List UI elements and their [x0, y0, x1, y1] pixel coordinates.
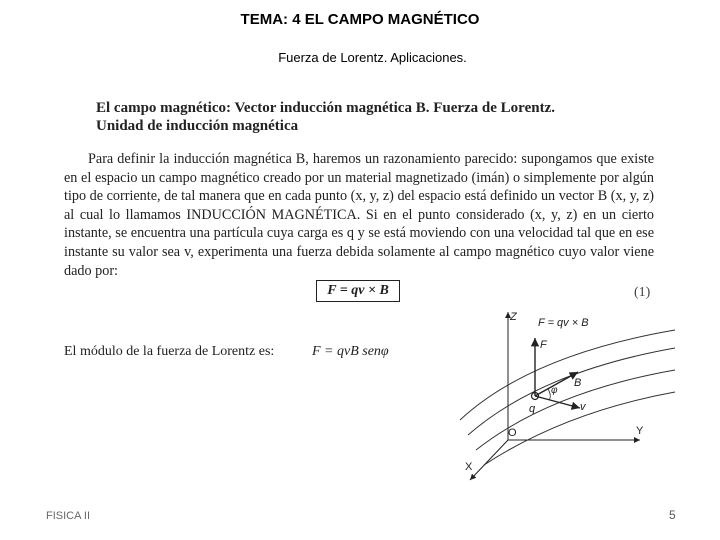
- slide-title: TEMA: 4 EL CAMPO MAGNÉTICO: [240, 11, 480, 28]
- x-axis: [470, 440, 508, 480]
- page-number: 5: [669, 508, 676, 522]
- field-line: [460, 330, 675, 420]
- equation-number: (1): [634, 285, 651, 300]
- modulus-formula: F = qvB senφ: [312, 344, 389, 359]
- o-label: O: [508, 427, 517, 439]
- lorentz-formula-box: F = qv × B: [316, 280, 400, 302]
- velocity-vector: [535, 396, 580, 408]
- b-label: B: [574, 377, 582, 389]
- phi-label: φ: [551, 385, 558, 396]
- v-label: v: [580, 401, 586, 413]
- z-label: Z: [510, 311, 517, 323]
- modulus-label: El módulo de la fuerza de Lorentz es:: [64, 344, 275, 359]
- section-heading: El campo magnético: Vector inducción magnética B. Fuerza de Lorentz.: [96, 100, 555, 116]
- section-subheading: Unidad de inducción magnética: [96, 118, 299, 134]
- diagram-formula: F = qv × B: [538, 317, 589, 329]
- slide-subtitle: Fuerza de Lorentz. Aplicaciones.: [278, 50, 467, 65]
- lorentz-force-diagram: [440, 300, 680, 495]
- field-line: [468, 348, 675, 435]
- angle-arc: [548, 389, 550, 400]
- x-label: X: [465, 461, 473, 473]
- footer-course: FISICA II: [46, 510, 91, 522]
- f-label: F: [540, 339, 547, 351]
- y-label: Y: [636, 425, 644, 437]
- q-label: q: [529, 403, 536, 415]
- paragraph-text: Para definir la inducción magnética B, haremos un razonamiento parecido: supongamos que existe en el espacio un campo magnético creado por un material magnetizado (imán) o simplemente por algún tipo de corriente, de tal manera que en cada punto (x, y, z) del espacio está definido un vector B (x, y, z) al cual lo llamamos INDUCCIÓN MAGNÉTICA. Si en el punto considerado (x, y, z) en un cierto instante, se encuentra una partícula cuya carga es q y se está moviendo con una velocidad tal que en ese instante su valor sea v, experimenta una fuerza debida solamente al campo magnético cuyo valor viene dado por:: [64, 151, 654, 279]
- definition-paragraph: [64, 150, 654, 280]
